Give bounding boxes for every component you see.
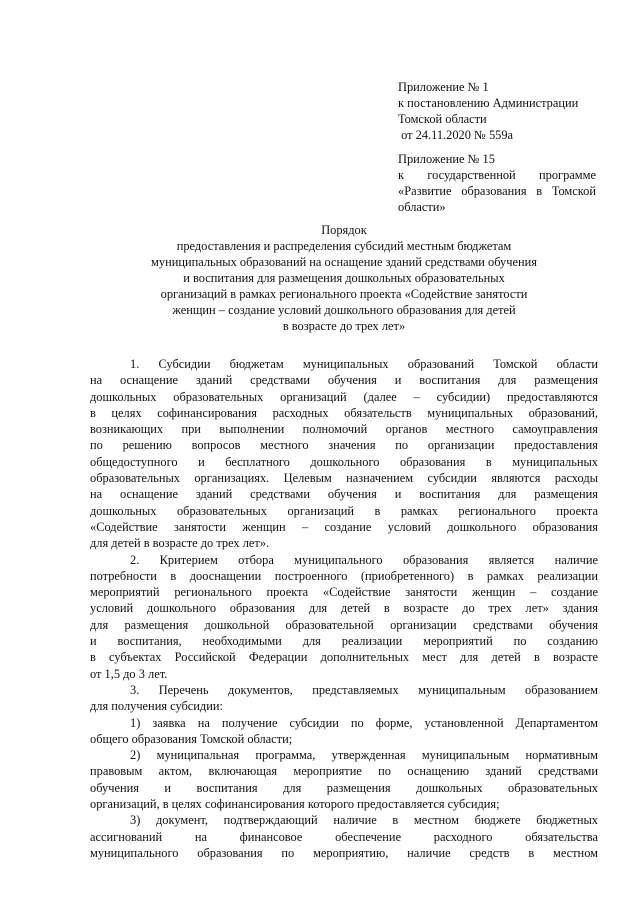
body-line: образовательных организациях. Целевым назначением субсидии являются расходы (90, 471, 598, 486)
title-line: Порядок (321, 223, 367, 237)
annex-1-line: от 24.11.2020 № 559а (398, 128, 514, 142)
body-line: ассигнований на финансовое обеспечение расходного обязательства (90, 829, 598, 844)
body-line: 1) заявка на получение субсидии по форме, установленной Департаментом (130, 715, 598, 730)
body-line: условий дошкольного образования для детей в возрасте до трех лет» здания (90, 601, 598, 616)
annex-15-line: «Развитие образования в Томской (398, 184, 596, 198)
body-line: дошкольных образовательных организаций в рамках регионального проекта (90, 503, 598, 518)
body-line: 1. Субсидии бюджетам муниципальных образований Томской области (130, 357, 598, 371)
body-line: на оснащение зданий средствами обучения и воспитания для размещения (90, 487, 598, 502)
annex-15-line: Приложение № 15 (398, 152, 495, 166)
document-body (90, 356, 598, 861)
body-line: для получения субсидии: (90, 699, 223, 714)
body-line: 2) муниципальная программа, утвержденная муниципальным нормативным (130, 748, 598, 763)
annex-1-block (398, 79, 596, 143)
body-line: 3) документ, подтверждающий наличие в местном бюджете бюджетных (130, 813, 598, 828)
body-line: 2. Критерием отбора муниципального образования является наличие (130, 552, 598, 567)
title-line: в возрасте до трех лет» (282, 319, 406, 333)
title-line: муниципальных образований на оснащение зданий средствами обучения (151, 255, 537, 269)
annex-1-line: к постановлению Администрации (398, 96, 579, 110)
body-line: «Содействие занятости женщин – создание условий дошкольного образования (90, 519, 598, 534)
title-line: предоставления и распределения субсидий местным бюджетам (176, 239, 512, 253)
body-line: на оснащение зданий средствами обучения и воспитания для размещения (90, 373, 598, 388)
body-line: 3. Перечень документов, представляемых муниципальным образованием (130, 682, 598, 697)
annex-1-line: Приложение № 1 (398, 80, 489, 94)
body-line: организаций, в целях софинансирования которого предоставляется субсидия; (90, 797, 500, 812)
body-line: дошкольных образовательных организаций (далее – субсидии) предоставляются (90, 389, 598, 404)
body-line: в целях софинансирования расходных обязательств муниципальных образований, (90, 405, 598, 420)
body-line: возникающих при выполнении полномочий органов местного самоуправления (90, 422, 598, 437)
annex-15-line: к государственной программе (398, 168, 596, 182)
body-line: по решению вопросов местного значения по организации предоставления (90, 438, 598, 453)
body-line: обучения и воспитания для размещения дошкольных образовательных (90, 780, 598, 795)
body-line: мероприятий регионального проекта «Содействие занятости женщин – создание (90, 585, 598, 600)
annex-1-line: Томской области (398, 112, 487, 126)
body-line: потребности в дооснащении построенного (приобретенного) в рамках реализации (90, 568, 598, 583)
body-line: от 1,5 до 3 лет. (90, 666, 168, 681)
body-line: муниципального образования по мероприятию, наличие средств в местном (90, 845, 598, 860)
body-line: для детей в возрасте до трех лет». (90, 536, 270, 551)
title-line: организаций в рамках регионального проекта «Содействие занятости (160, 287, 528, 301)
body-line: общедоступного и бесплатного дошкольного образования в муниципальных (90, 454, 598, 469)
annex-15-block (398, 151, 596, 215)
annex-15-line: области» (398, 200, 446, 214)
body-line: и воспитания, необходимыми для реализации мероприятий по созданию (90, 634, 598, 649)
body-line: для размещения дошкольной образовательной организации средствами обучения (90, 617, 598, 632)
title-line: и воспитания для размещения дошкольных образовательных (183, 271, 505, 285)
document-title (90, 222, 598, 334)
body-line: в субъектах Российской Федерации дополнительных мест для детей в возрасте (90, 650, 598, 665)
body-line: общего образования Томской области; (90, 731, 293, 746)
title-line: женщин – создание условий дошкольного образования для детей (172, 303, 516, 317)
body-line: правовым актом, включающая мероприятие по оснащению зданий средствами (90, 764, 598, 779)
